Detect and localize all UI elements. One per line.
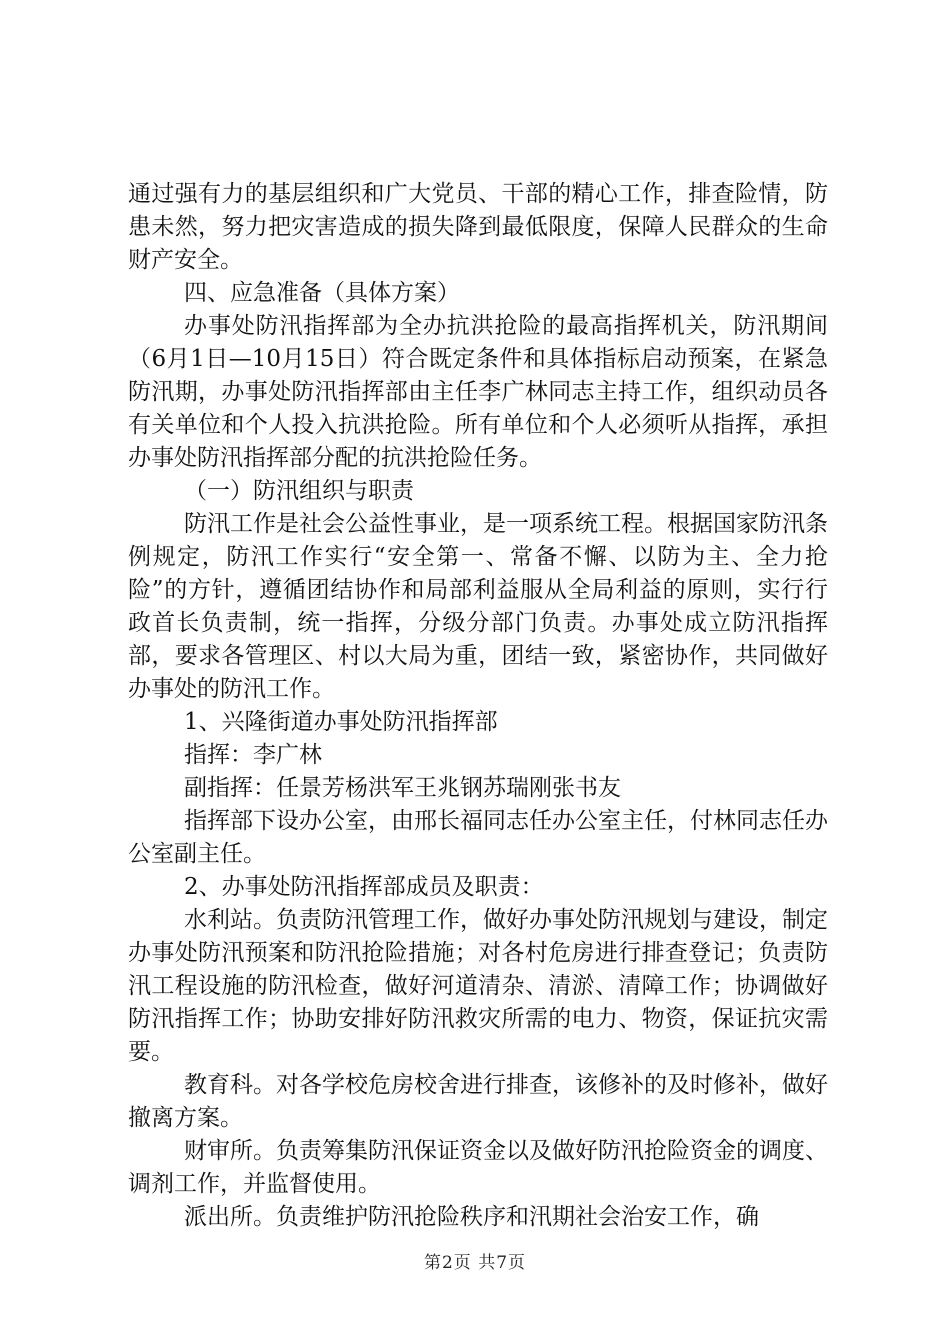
list-heading-members-duties: 2、办事处防汛指挥部成员及职责： [184,874,544,900]
paragraph-finance-audit: 财审所。负责筹集防汛保证资金以及做好防汛抢险资金的调度、调剂工作，并监督使用。 [128,1138,828,1197]
deputy-commander-line: 副指挥：任景芳杨洪军王兆钢苏瑞刚张书友 [184,775,621,801]
section-heading-emergency-preparation: 四、应急准备（具体方案） [184,280,460,306]
paragraph-command-authority: 办事处防汛指挥部为全办抗洪抢险的最高指挥机关，防汛期间（6月1日—10月15日）符合既定条件和具体指标启动预案，在紧急防汛期，办事处防汛指挥部由主任李广林同志主持工作，组织动员各有关单位和个人投入抗洪抢险。所有单位和个人必须听从指挥，承担办事处防汛指挥部分配的抗洪抢险任务。 [128,313,828,471]
paragraph-office-setup: 指挥部下设办公室，由邢长福同志任办公室主任，付林同志任办公室副主任。 [128,808,828,867]
paragraph-water-station: 水利站。负责防汛管理工作，做好办事处防汛规划与建设，制定办事处防汛预案和防汛抢险措施；对各村危房进行排查登记；负责防汛工程设施的防汛检查，做好河道清杂、清淤、清障工作；协调做好防汛指挥工作；协助安排好防汛救灾所需的电力、物资，保证抗灾需要。 [128,907,828,1065]
paragraph-education-section: 教育科。对各学校危房校舍进行排查，该修补的及时修补，做好撤离方案。 [128,1072,828,1131]
subsection-heading-organization: （一）防汛组织与职责 [184,478,414,504]
document-body [128,178,828,1234]
commander-line: 指挥：李广林 [184,742,322,768]
paragraph-continuation: 通过强有力的基层组织和广大党员、干部的精心工作，排查险情，防患未然，努力把灾害造成的损失降到最低限度，保障人民群众的生命财产安全。 [128,181,828,273]
paragraph-police-station: 派出所。负责维护防汛抢险秩序和汛期社会治安工作，确 [184,1204,759,1230]
list-heading-command-center: 1、兴隆街道办事处防汛指挥部 [184,709,498,735]
page-number-footer: 第2页 共7页 [423,1253,527,1273]
paragraph-flood-work-policy: 防汛工作是社会公益性事业，是一项系统工程。根据国家防汛条例规定，防汛工作实行“安全第一、常备不懈、以防为主、全力抢险”的方针，遵循团结协作和局部利益服从全局利益的原则，实行行政首长负责制，统一指挥，分级分部门负责。办事处成立防汛指挥部，要求各管理区、村以大局为重，团结一致，紧密协作，共同做好办事处的防汛工作。 [128,511,828,702]
